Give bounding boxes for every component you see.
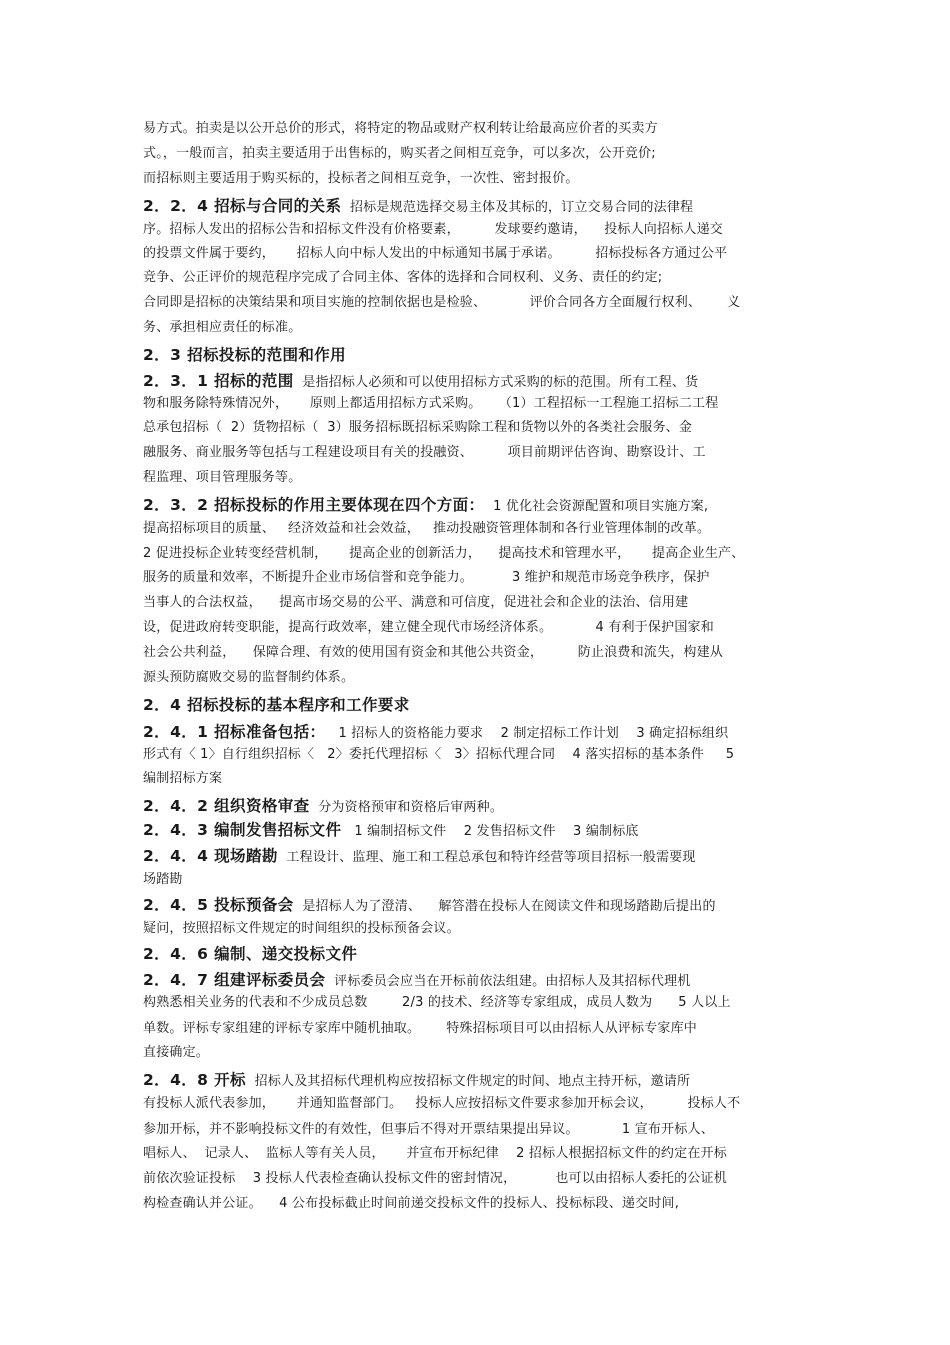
- section-heading: 2．4．2 组织资格审查: [143, 797, 310, 815]
- section-text: 评标委员会应当在开标前依法组建。由招标人及其招标代理机: [325, 974, 691, 989]
- paragraph-line: 竞争、公正评价的规范程序完成了合同主体、客体的选择和合同权利、义务、责任的约定;: [143, 270, 663, 285]
- section-heading-line: [143, 896, 716, 916]
- paragraph-line: 而招标则主要适用于购买标的，投标者之间相互竞争，一次性、密封报价。: [143, 171, 579, 186]
- paragraph-line: 程监理、项目管理服务等。: [143, 470, 302, 485]
- section-heading-line: [143, 847, 696, 867]
- section-text: 是指招标人必须和可以使用招标方式采购的标的范围。所有工程、货: [293, 375, 699, 390]
- section-heading-line: [143, 197, 693, 217]
- paragraph-line: 构熟悉相关业务的代表和不少成员总数 2/3 的技术、经济等专家组成，成员人数为 5 人以上: [143, 995, 731, 1010]
- section-text: 1 招标人的资格能力要求 2 制定招标工作计划 3 确定招标组织: [325, 726, 729, 741]
- paragraph-line: 构检查确认并公证。 4 公布投标截止时间前递交投标文件的投标人、投标标段、递交时间,: [143, 1196, 680, 1211]
- section-heading: 2．3．1 招标的范围: [143, 372, 294, 390]
- section-heading: 2．2．4 招标与合同的关系: [143, 197, 342, 215]
- section-text: 工程设计、监理、施工和工程总承包和特许经营等项目招标一般需要现: [277, 850, 696, 865]
- section-text: 是招标人为了澄清、 解答潜在投标人在阅读文件和现场踏勘后提出的: [293, 899, 716, 914]
- paragraph-line: 社会公共利益， 保障合理、有效的使用国有资金和其他公共资金， 防止浪费和流失，构建从: [143, 645, 723, 660]
- section-heading-line: [143, 821, 639, 841]
- section-heading: 2．3 招标投标的范围和作用: [143, 346, 347, 364]
- paragraph-line: 易方式。拍卖是以公开总价的形式，将特定的物品或财产权利转让给最高应价者的买卖方: [143, 121, 658, 136]
- paragraph-line: 单数。评标专家组建的评标专家库中随机抽取。 特殊招标项目可以由招标人从评标专家库中: [143, 1021, 697, 1036]
- section-heading: 2．4．5 投标预备会: [143, 896, 294, 914]
- paragraph-line: 物和服务除特殊情况外， 原则上都适用招标方式采购。 （1）工程招标一工程施工招标二工程: [143, 396, 719, 411]
- paragraph-line: 的投票文件属于要约， 招标人向中标人发出的中标通知书属于承诺。 招标投标各方通过公平: [143, 246, 728, 261]
- section-heading: 2．4．3 编制发售招标文件: [143, 821, 342, 839]
- section-heading: 2．4．6 编制、递交投标文件: [143, 945, 358, 963]
- paragraph-line: 编制招标方案: [143, 771, 223, 786]
- paragraph-line: 有投标人派代表参加， 并通知监督部门。 投标人应按招标文件要求参加开标会议， 投标人不: [143, 1096, 741, 1111]
- section-heading-line: [143, 1071, 690, 1091]
- section-heading-line: [143, 723, 728, 743]
- paragraph-line: 融服务、商业服务等包括与工程建设项目有关的投融资、 项目前期评估咨询、勘察设计、工: [143, 445, 706, 460]
- section-heading: 2．4 招标投标的基本程序和工作要求: [143, 696, 410, 714]
- paragraph-line: 服务的质量和效率，不断提升企业市场信誉和竞争能力。 3 维护和规范市场竞争秩序，保护: [143, 570, 710, 585]
- paragraph-line: 当事人的合法权益， 提高市场交易的公平、满意和可信度，促进社会和企业的法治、信用建: [143, 595, 689, 610]
- paragraph-line: 形式有〈 1〉自行组织招标〈 2〉委托代理招标〈 3〉招标代理合同 4 落实招标的基本条件 5: [143, 747, 735, 762]
- paragraph-line: 疑问，按照招标文件规定的时间组织的投标预备会议。: [143, 921, 460, 936]
- paragraph-line: 提高招标项目的质量、 经济效益和社会效益， 推动投融资管理体制和各行业管理体制的改革。: [143, 521, 711, 536]
- paragraph-line: 设，促进政府转变职能，提高行政效率，建立健全现代市场经济体系。 4 有利于保护国家和: [143, 620, 714, 635]
- paragraph-line: 序。招标人发出的招标公告和招标文件没有价格要素， 发球要约邀请， 投标人向招标人递交: [143, 222, 723, 237]
- paragraph-line: 前依次验证投标 3 投标人代表检查确认投标文件的密封情况， 也可以由招标人委托的公证机: [143, 1171, 727, 1186]
- section-heading: 2．4．8 开标: [143, 1071, 246, 1089]
- section-heading-line: [143, 696, 410, 715]
- paragraph-line: 源头预防腐败交易的监督制约体系。: [143, 670, 355, 685]
- section-heading-line: [143, 971, 691, 991]
- paragraph-line: 务、承担相应责任的标准。: [143, 320, 302, 335]
- section-heading: 2．4．1 招标准备包括：: [143, 723, 326, 741]
- paragraph-line: 直接确定。: [143, 1045, 210, 1060]
- paragraph-line: 2 促进投标企业转变经营机制， 提高企业的创新活力， 提高技术和管理水平， 提高企业生产、: [143, 546, 745, 561]
- section-heading-line: [143, 945, 357, 964]
- section-heading-line: [143, 372, 698, 392]
- paragraph-line: 场踏勘: [143, 872, 183, 887]
- section-heading-line: [143, 496, 708, 516]
- section-text: 招标人及其招标代理机构应按招标文件规定的时间、地点主持开标，邀请所: [245, 1074, 691, 1089]
- section-heading: 2．4．4 现场踏勘: [143, 847, 278, 865]
- paragraph-line: 参加开标，并不影响投标文件的有效性，但事后不得对开票结果提出异议。 1 宣布开标人、: [143, 1122, 714, 1137]
- paragraph-line: 式。，一般而言，拍卖主要适用于出售标的，购买者之间相互竞争，可以多次，公开竞价;: [143, 146, 656, 161]
- section-heading-line: [143, 346, 346, 365]
- section-heading: 2．4．7 组建评标委员会: [143, 971, 326, 989]
- section-text: 招标是规范选择交易主体及其标的，订立交易合同的法律程: [341, 200, 694, 215]
- section-heading: 2．3．2 招标投标的作用主要体现在四个方面：: [143, 496, 485, 514]
- paragraph-line: 唱标人、 记录人、 监标人等有关人员， 并宣布开标纪律 2 招标人根据招标文件的约定在开标: [143, 1146, 727, 1161]
- paragraph-line: 合同即是招标的决策结果和项目实施的控制依据也是检验、 评价合同各方全面履行权利、 义: [143, 295, 741, 310]
- paragraph-line: 总承包招标（ 2）货物招标（ 3）服务招标既招标采购除工程和货物以外的各类社会服务、金: [143, 420, 693, 435]
- section-heading-line: [143, 797, 503, 817]
- section-text: 1 编制招标文件 2 发售招标文件 3 编制标底: [341, 824, 639, 839]
- section-text: 1 优化社会资源配置和项目实施方案,: [484, 499, 709, 514]
- section-text: 分为资格预审和资格后审两种。: [309, 800, 504, 815]
